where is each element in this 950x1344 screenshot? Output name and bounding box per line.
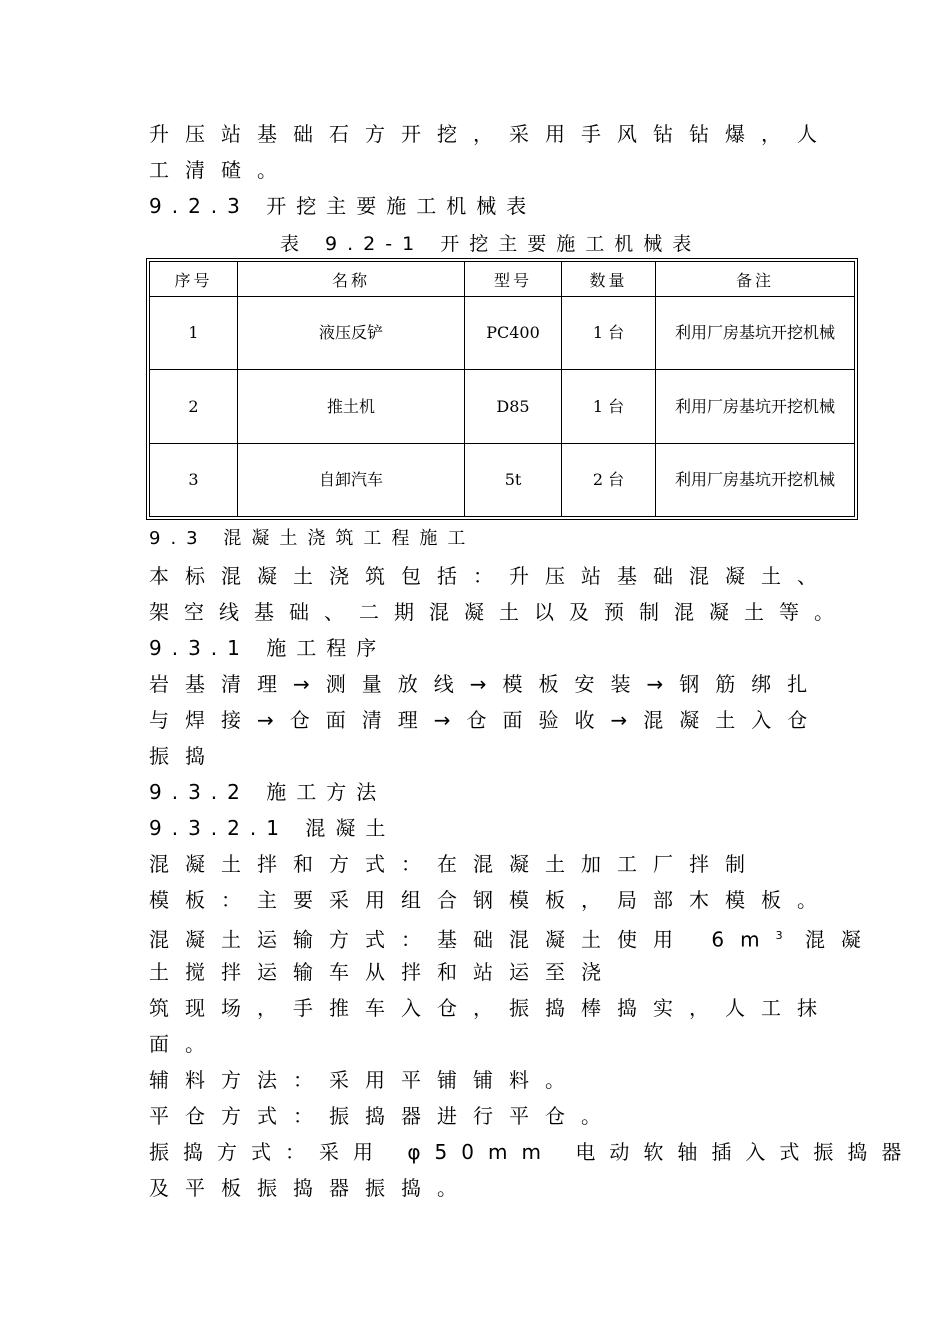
paragraph-line: 与焊接→仓面清理→仓面验收→混凝土入仓 [149, 708, 824, 732]
section-heading-9-3-1: 9.3.1 施工程序 [149, 636, 387, 660]
header-cell: 序号 [150, 262, 238, 297]
paragraph-text: 混凝 [804, 927, 877, 952]
table-cell: 利用厂房基坑开挖机械 [656, 297, 855, 370]
header-cell: 备注 [656, 262, 855, 297]
paragraph-text: 混凝土运输方式：基础混凝土使用 6m [149, 927, 776, 952]
paragraph-line: 辅料方法：采用平铺铺料。 [149, 1068, 581, 1092]
table-row [150, 297, 855, 370]
table-cell: 5t [465, 443, 562, 516]
table-cell: 液压反铲 [238, 297, 465, 370]
paragraph-line: 岩基清理→测量放线→模板安装→钢筋绑扎 [149, 672, 824, 696]
table-cell: 1 台 [562, 297, 656, 370]
section-heading-9-3-2-1: 9.3.2.1 混凝土 [149, 816, 396, 840]
paragraph-line: 振捣方式：采用 φ50mm 电动软轴插入式振捣器 [149, 1140, 916, 1164]
paragraph-line: 及平板振捣器振捣。 [149, 1176, 473, 1200]
table-cell: 1 [150, 297, 238, 370]
table-cell: 自卸汽车 [238, 443, 465, 516]
paragraph-line: 升压站基础石方开挖，采用手风钻钻爆，人 [149, 122, 833, 146]
paragraph-line: 面。 [149, 1032, 221, 1056]
table-cell: D85 [465, 370, 562, 443]
paragraph-line: 架空线基础、二期混凝土以及预制混凝土等。 [149, 600, 849, 624]
table-cell: 1 台 [562, 370, 656, 443]
paragraph-line: 工清碴。 [149, 158, 293, 182]
table-header-row [150, 262, 855, 297]
paragraph-line: 混凝土拌和方式：在混凝土加工厂拌制 [149, 852, 761, 876]
paragraph-line: 土搅拌运输车从拌和站运至浇 [149, 960, 617, 984]
table-cell: 2 [150, 370, 238, 443]
paragraph-line: 本标混凝土浇筑包括：升压站基础混凝土、 [149, 564, 833, 588]
table-row [150, 443, 855, 516]
table-caption: 表 9.2-1 开挖主要施工机械表 [280, 233, 702, 255]
table-cell: 利用厂房基坑开挖机械 [656, 443, 855, 516]
table-cell: 利用厂房基坑开挖机械 [656, 370, 855, 443]
header-cell: 型号 [465, 262, 562, 297]
superscript: 3 [775, 929, 783, 942]
table-cell: 2 台 [562, 443, 656, 516]
section-heading-9-3: 9.3 混凝土浇筑工程施工 [149, 528, 476, 549]
header-cell: 数量 [562, 262, 656, 297]
machinery-table [146, 258, 858, 520]
section-heading-9-3-2: 9.3.2 施工方法 [149, 780, 387, 804]
table-cell: 推土机 [238, 370, 465, 443]
paragraph-line: 振捣 [149, 744, 221, 768]
table-cell: 3 [150, 443, 238, 516]
table-cell: PC400 [465, 297, 562, 370]
paragraph-line [149, 924, 877, 952]
paragraph-line: 筑现场，手推车入仓，振捣棒捣实，人工抹 [149, 996, 833, 1020]
paragraph-line: 模板：主要采用组合钢模板，局部木模板。 [149, 888, 833, 912]
paragraph-line: 平仓方式：振捣器进行平仓。 [149, 1104, 617, 1128]
table-row [150, 370, 855, 443]
section-heading-9-2-3: 9.2.3 开挖主要施工机械表 [149, 194, 537, 218]
header-cell: 名称 [238, 262, 465, 297]
